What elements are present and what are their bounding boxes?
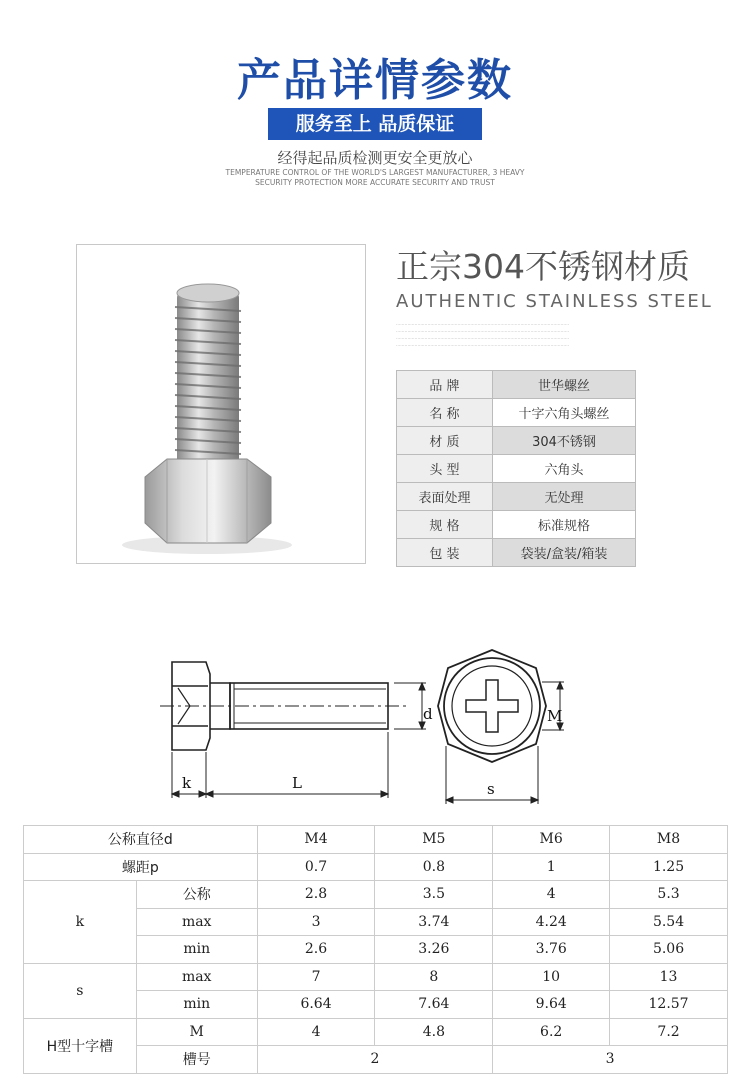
table-row (397, 483, 636, 511)
row-label: max (136, 908, 257, 936)
table-cell: 7 (257, 963, 375, 991)
table-row (24, 881, 728, 909)
table-cell: 1.25 (610, 853, 728, 881)
dimension-label-d: d (423, 705, 433, 723)
table-cell: 13 (610, 963, 728, 991)
dimension-label-k: k (182, 774, 192, 792)
spec-key: 品 牌 (397, 371, 493, 399)
table-cell: 3.74 (375, 908, 493, 936)
table-cell: 4.24 (493, 908, 610, 936)
table-cell: M4 (257, 826, 375, 854)
spec-value: 世华螺丝 (493, 371, 636, 399)
spec-table (396, 370, 636, 567)
table-cell: M5 (375, 826, 493, 854)
table-row (397, 399, 636, 427)
spec-value: 六角头 (493, 455, 636, 483)
table-row (24, 1018, 728, 1046)
spec-key: 表面处理 (397, 483, 493, 511)
row-group-label: H型十字槽 (24, 1018, 137, 1073)
row-group-label: s (24, 963, 137, 1018)
spec-key: 规 格 (397, 511, 493, 539)
table-cell: 3 (257, 908, 375, 936)
spec-key: 材 质 (397, 427, 493, 455)
table-cell: 12.57 (610, 991, 728, 1019)
spec-value: 袋装/盒装/箱装 (493, 539, 636, 567)
table-cell: 3.76 (493, 936, 610, 964)
table-row (397, 371, 636, 399)
table-cell: 6.2 (493, 1018, 610, 1046)
table-cell: 3 (493, 1046, 728, 1074)
table-cell: M6 (493, 826, 610, 854)
row-group-label: k (24, 881, 137, 964)
row-label: min (136, 991, 257, 1019)
fine-print-line: ························································································································· (396, 330, 570, 335)
table-cell: 8 (375, 963, 493, 991)
table-cell: 5.3 (610, 881, 728, 909)
table-cell: 7.2 (610, 1018, 728, 1046)
dimension-table (23, 825, 728, 1074)
spec-value: 标准规格 (493, 511, 636, 539)
row-label: min (136, 936, 257, 964)
material-title: 正宗304不锈钢材质 (396, 247, 690, 286)
row-label: 槽号 (136, 1046, 257, 1074)
table-cell: 1 (493, 853, 610, 881)
product-photo (76, 244, 366, 564)
table-cell: 3.26 (375, 936, 493, 964)
spec-key: 包 装 (397, 539, 493, 567)
tagline-english-line-2: SECURITY PROTECTION MORE ACCURATE SECURITY AND TRUST (255, 178, 495, 187)
table-cell: M8 (610, 826, 728, 854)
table-row (397, 511, 636, 539)
table-cell: 4 (257, 1018, 375, 1046)
row-label: 公称直径d (24, 826, 258, 854)
table-row (397, 539, 636, 567)
table-row (24, 963, 728, 991)
table-cell: 4 (493, 881, 610, 909)
table-cell: 5.54 (610, 908, 728, 936)
table-cell: 2.6 (257, 936, 375, 964)
bolt-image (77, 245, 367, 565)
spec-key: 头 型 (397, 455, 493, 483)
fine-print-line: ························································································································· (396, 323, 570, 328)
table-cell: 10 (493, 963, 610, 991)
table-cell: 3.5 (375, 881, 493, 909)
table-cell: 4.8 (375, 1018, 493, 1046)
table-cell: 0.8 (375, 853, 493, 881)
dimension-label-l: L (292, 774, 302, 792)
tagline-english-line-1: TEMPERATURE CONTROL OF THE WORLD'S LARGEST MANUFACTURER, 3 HEAVY (225, 168, 525, 177)
table-row (24, 853, 728, 881)
spec-value: 无处理 (493, 483, 636, 511)
dimension-label-s: s (487, 780, 495, 798)
row-label: 螺距p (24, 853, 258, 881)
row-label: max (136, 963, 257, 991)
fine-print-line: ························································································································· (396, 344, 570, 349)
service-banner: 服务至上 品质保证 (268, 108, 482, 140)
table-cell: 0.7 (257, 853, 375, 881)
row-label: 公称 (136, 881, 257, 909)
spec-key: 名 称 (397, 399, 493, 427)
page-title: 产品详情参数 (237, 55, 513, 106)
table-cell: 6.64 (257, 991, 375, 1019)
technical-drawing (150, 630, 590, 810)
table-cell: 5.06 (610, 936, 728, 964)
tagline: 经得起品质检测更安全更放心 (277, 149, 473, 167)
dimension-label-m: M (547, 707, 563, 725)
material-title-english: AUTHENTIC STAINLESS STEEL (396, 291, 713, 312)
table-cell: 2.8 (257, 881, 375, 909)
row-label: M (136, 1018, 257, 1046)
table-row (24, 826, 728, 854)
spec-value: 304不锈钢 (493, 427, 636, 455)
spec-value: 十字六角头螺丝 (493, 399, 636, 427)
fine-print-line: ························································································································· (396, 337, 570, 342)
table-cell: 2 (257, 1046, 493, 1074)
table-cell: 7.64 (375, 991, 493, 1019)
table-row (397, 455, 636, 483)
table-cell: 9.64 (493, 991, 610, 1019)
table-row (397, 427, 636, 455)
